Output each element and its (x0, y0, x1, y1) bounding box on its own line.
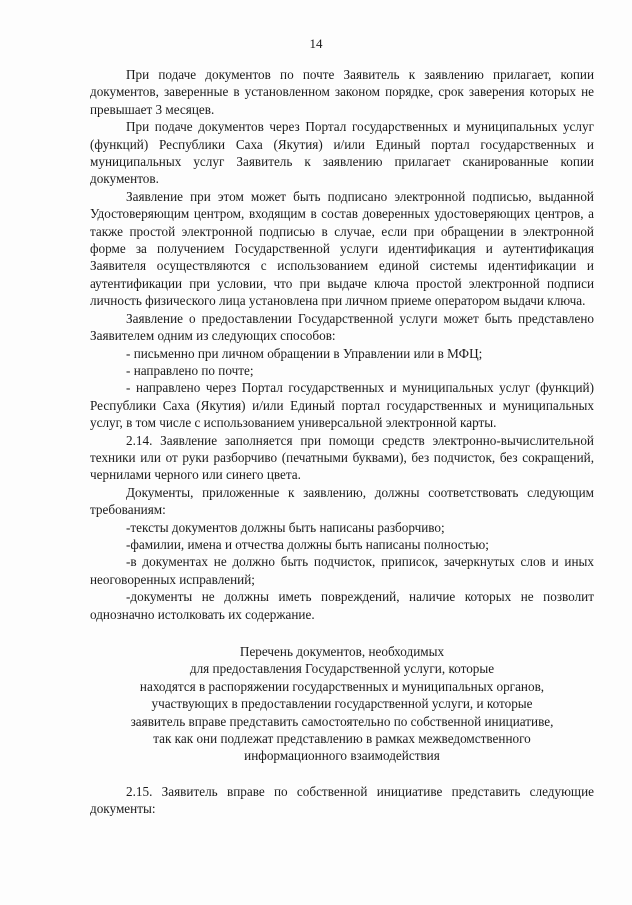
section-heading-line: информационного взаимодействия (244, 748, 440, 764)
requirements-list (90, 519, 594, 623)
section-heading-line: находятся в распоряжении государственных и муниципальных органов, (139, 678, 545, 694)
list-item: - направлено через Портал государственных и муниципальных услуг (функций) Республики Саха (Якутия) и/или Единый портал государственных и муниципальных услуг, в том числе с использованием универсальной электронной карты. (90, 380, 594, 431)
section-heading-line: Перечень документов, необходимых (239, 644, 445, 659)
paragraph-requirements-intro: Документы, приложенные к заявлению, должны соответствовать следующим требованиям: (90, 484, 594, 518)
section-heading-line: для предоставления Государственной услуги, которые (189, 661, 495, 677)
section-heading-line: так как они подлежат представлению в рамках межведомственного (153, 731, 531, 747)
list-item: -фамилии, имена и отчества должны быть написаны полностью; (126, 536, 489, 552)
list-item: - направлено по почте; (126, 362, 254, 378)
list-item: -в документах не должно быть подчисток, приписок, зачеркнутых слов и иных неоговоренных исправлений; (90, 554, 594, 587)
section-heading-line: заявитель вправе представить самостоятельно по собственной инициативе, (130, 713, 554, 729)
document-body (90, 66, 594, 818)
page-number: 14 (309, 36, 323, 51)
submission-methods-list (90, 345, 594, 432)
section-heading-line: участвующих в предоставлении государственной услуги, и которые (151, 696, 533, 712)
paragraph-2-14: 2.14. Заявление заполняется при помощи средств электронно-вычислительной техники или от руки разборчиво (печатными буквами), без подчисток, без сокращений, чернилами черного или синего цвета. (90, 432, 594, 483)
paragraph-electronic-signature: Заявление при этом может быть подписано электронной подписью, выданной Удостоверяющим центром, входящим в состав доверенных удостоверяющих центров, а также простой электронной подписью в случае, если при обращении в электронной форме за получением Государственной услуги идентификация и аутентификация Заявителя осуществляются с использованием единой системы идентификации и аутентификации при условии, что при выдаче ключа простой электронной подписи личность физического лица установлена при личном приеме оператором выдачи ключа. (90, 188, 594, 309)
section-heading (90, 643, 594, 765)
paragraph-submission-methods-intro: Заявление о предоставлении Государственной услуги может быть представлено Заявителем одним из следующих способов: (90, 310, 594, 344)
list-item: -документы не должны иметь повреждений, наличие которых не позволит однозначно истолковать их содержание. (90, 589, 594, 622)
paragraph-2-15: 2.15. Заявитель вправе по собственной инициативе представить следующие документы: (90, 783, 594, 817)
list-item: -тексты документов должны быть написаны разборчиво; (126, 519, 445, 535)
paragraph-mail-submission: При подаче документов по почте Заявитель к заявлению прилагает, копии документов, заверенные в установленном законом порядке, срок заверения которых не превышает 3 месяцев. (90, 67, 594, 117)
paragraph-portal-submission: При подаче документов через Портал государственных и муниципальных услуг (функций) Республики Саха (Якутия) и/или Единый портал государственных и муниципальных услуг Заявитель к заявлению прилагает сканированные копии документов. (90, 119, 594, 187)
list-item: - письменно при личном обращении в Управлении или в МФЦ; (126, 345, 483, 361)
